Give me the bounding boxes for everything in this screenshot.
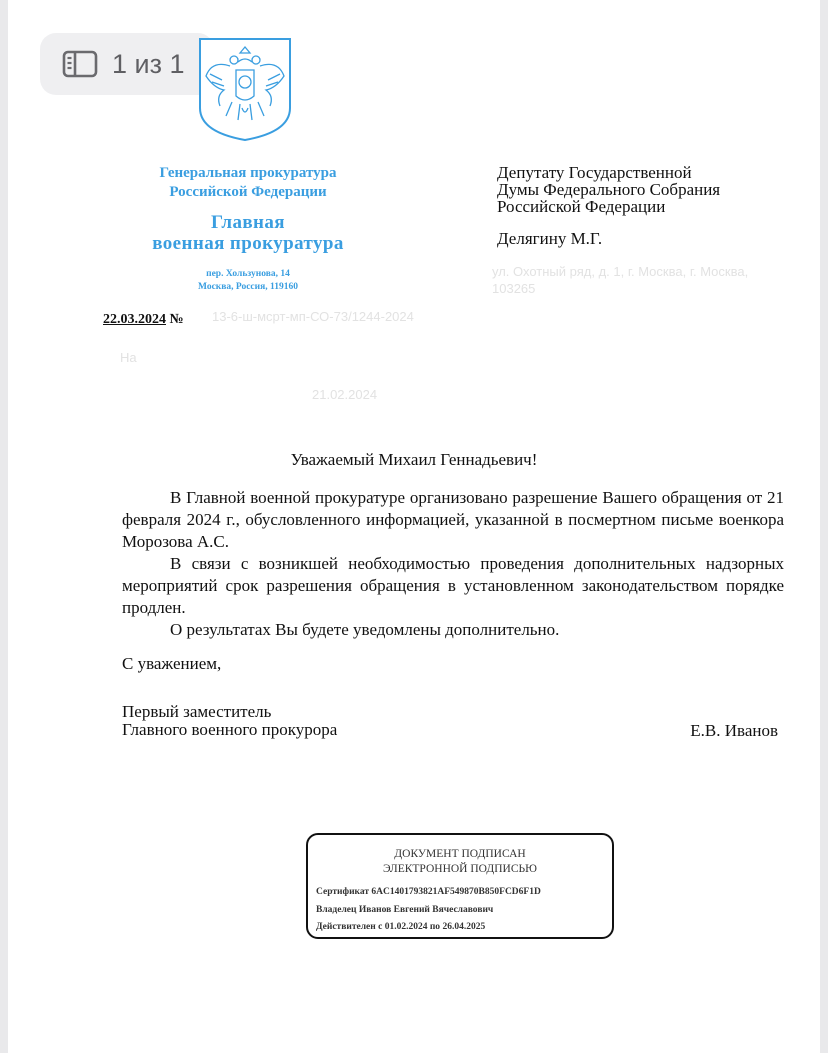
document-number: 13-6-ш-мсрт-мп-СО-73/1244-2024 [212, 309, 414, 324]
org-address: пер. Хользунова, 14 Москва, Россия, 119160 [197, 269, 298, 292]
sidebar-icon[interactable] [62, 50, 98, 78]
page-counter-text: 1 из 1 [112, 48, 185, 79]
stamp-validity: Действителен с 01.02.2024 по 26.04.2025 [316, 922, 486, 932]
recipient-name: Делягину М.Г. [497, 229, 603, 248]
paragraph-3: О результатах Вы будете уведомлены дополнительно. [170, 620, 560, 639]
double-headed-eagle-icon [196, 36, 294, 142]
page-counter-badge[interactable] [40, 33, 214, 95]
reply-to-date: 21.02.2024 [312, 387, 378, 402]
org-name: Генеральная прокуратура Российской Федерации [159, 165, 337, 200]
signer-name: Е.В. Иванов [690, 721, 778, 740]
document-date: 22.03.2024 № [103, 312, 184, 327]
stamp-certificate: Сертификат 6AC1401793821AF549870B850FCD6F1D [316, 887, 541, 897]
dept-name: Главная военная прокуратура [152, 212, 344, 254]
recipient-address: ул. Охотный ряд, д. 1, г. Москва, г. Москва, 103265 [492, 264, 749, 296]
paragraph-1: В Главной военной прокуратуре организовано разрешение Вашего обращения от 21 февраля 2024 г., обусловленного информацией, указанной в посмертном письме военкора Морозова А.С. [122, 488, 784, 551]
paragraph-2: В связи с возникшей необходимостью проведения дополнительных надзорных мероприятий срок разрешения обращения в установленном законодательством порядке продлен. [122, 554, 784, 617]
stamp-owner: Владелец Иванов Евгений Вячеславович [316, 905, 494, 915]
salutation: Уважаемый Михаил Геннадьевич! [290, 450, 538, 469]
stamp-title: ДОКУМЕНТ ПОДПИСАН ЭЛЕКТРОННОЙ ПОДПИСЬЮ [383, 848, 537, 875]
signer-title: Первый заместитель Главного военного прокурора [122, 702, 338, 739]
reply-to-label: На [120, 350, 137, 365]
recipient-title: Депутату Государственной Думы Федерального Собрания Российской Федерации [497, 163, 721, 216]
e-signature-stamp [306, 833, 614, 939]
letter-body [122, 487, 784, 641]
closing: С уважением, [122, 654, 222, 673]
number-label: № [169, 312, 184, 327]
